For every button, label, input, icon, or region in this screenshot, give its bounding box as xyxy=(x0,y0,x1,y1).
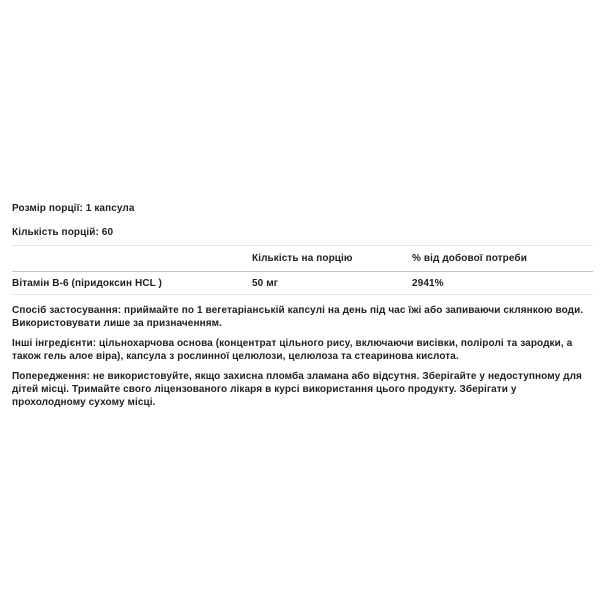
directions-paragraph: Спосіб застосування: приймайте по 1 вегетаріанській капсулі на день під час їжі або запиваючи склянкою води. Використовувати лише за призначенням. xyxy=(12,305,584,329)
column-header-daily-value: % від добової потреби xyxy=(412,253,527,264)
ingredient-name-cell: Вітамін B-6 (піридоксин HCL ) xyxy=(12,278,162,289)
amount-per-serving-cell: 50 мг xyxy=(252,278,278,289)
daily-value-cell: 2941% xyxy=(412,278,444,289)
warnings-paragraph: Попередження: не використовуйте, якщо захисна пломба зламана або відсутня. Зберігайте у недоступному для дітей місці. Тримайте свого ліцензованого лікаря в курсі використання цього продукту. Зберігати у прохолодному сухому місці. xyxy=(12,371,582,408)
table-header-row xyxy=(12,246,593,272)
supplement-facts-panel xyxy=(12,202,593,416)
servings-per-container-label: Кількість порцій: 60 xyxy=(12,227,114,238)
description-paragraphs xyxy=(12,304,593,409)
column-header-amount-per-serving: Кількість на порцію xyxy=(252,253,353,264)
table-row xyxy=(12,272,593,295)
serving-size-label: Розмір порції: 1 капсула xyxy=(12,203,135,214)
supplement-facts-table xyxy=(12,245,593,295)
other-ingredients-paragraph: Інші інгредієнти: цільнохарчова основа (концентрат цільного рису, включаючи висівки, поліролі та зародки, а також гель алое віра), капсула з рослинної целюлози, целюлоза та стеаринова кислота. xyxy=(12,338,573,362)
